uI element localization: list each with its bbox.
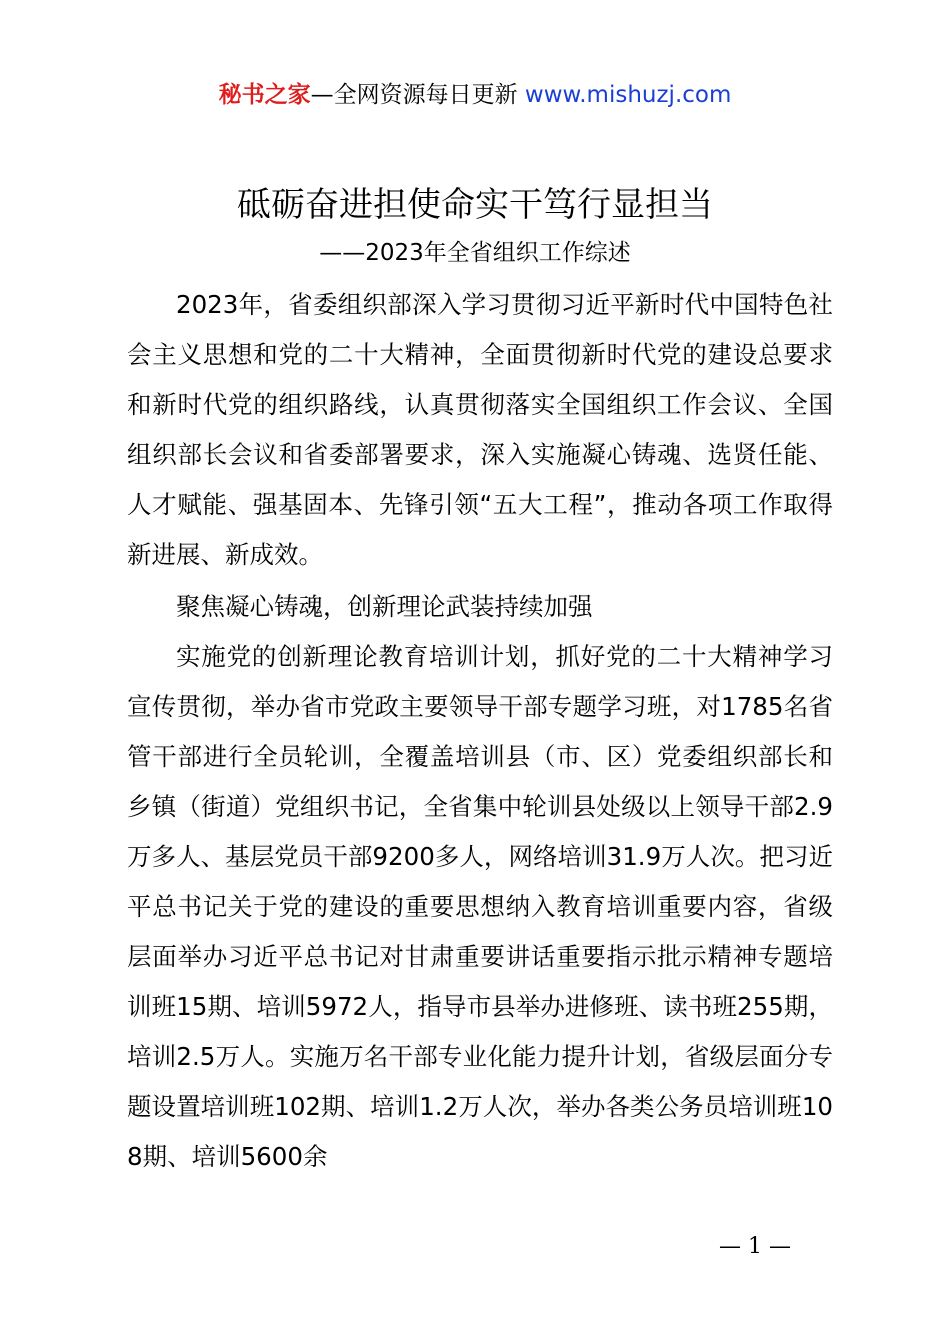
header-brand: 秘书之家 <box>218 82 311 108</box>
document-body <box>127 280 833 1182</box>
section-heading: 聚焦凝心铸魂，创新理论武装持续加强 <box>176 592 593 621</box>
paragraph-section-1: 实施党的创新理论教育培训计划，抓好党的二十大精神学习宣传贯彻，举办省市党政主要领导干部专题学习班，对1785名省管干部进行全员轮训，全覆盖培训县（市、区）党委组织部长和乡镇（街道）党组织书记，全省集中轮训县处级以上领导干部2.9万多人、基层党员干部9200多人，网络培训31.9万人次。把习近平总书记关于党的建设的重要思想纳入教育培训重要内容，省级层面举办习近平总书记对甘肃重要讲话重要指示批示精神专题培训班15期、培训5972人，指导市县举办进修班、读书班255期，培训2.5万人。实施万名干部专业化能力提升计划，省级层面分专题设置培训班102期、培训1.2万人次，举办各类公务员培训班108期、培训5600余 <box>127 642 833 1171</box>
header-tagline: —全网资源每日更新 <box>310 82 518 108</box>
watermark-header <box>0 80 950 110</box>
page-number: — 1 — <box>719 1234 791 1259</box>
header-url[interactable]: www.mishuzj.com <box>524 82 732 108</box>
document-title: 砥砺奋进担使命实干笃行显担当 <box>237 185 713 225</box>
paragraph-intro: 2023年，省委组织部深入学习贯彻习近平新时代中国特色社会主义思想和党的二十大精神，全面贯彻新时代党的建设总要求和新时代党的组织路线，认真贯彻落实全国组织工作会议、全国组织部长会议和省委部署要求，深入实施凝心铸魂、选贤任能、人才赋能、强基固本、先锋引领“五大工程”，推动各项工作取得新进展、新成效。 <box>127 290 833 569</box>
document-subtitle: ——2023年全省组织工作综述 <box>319 240 631 266</box>
